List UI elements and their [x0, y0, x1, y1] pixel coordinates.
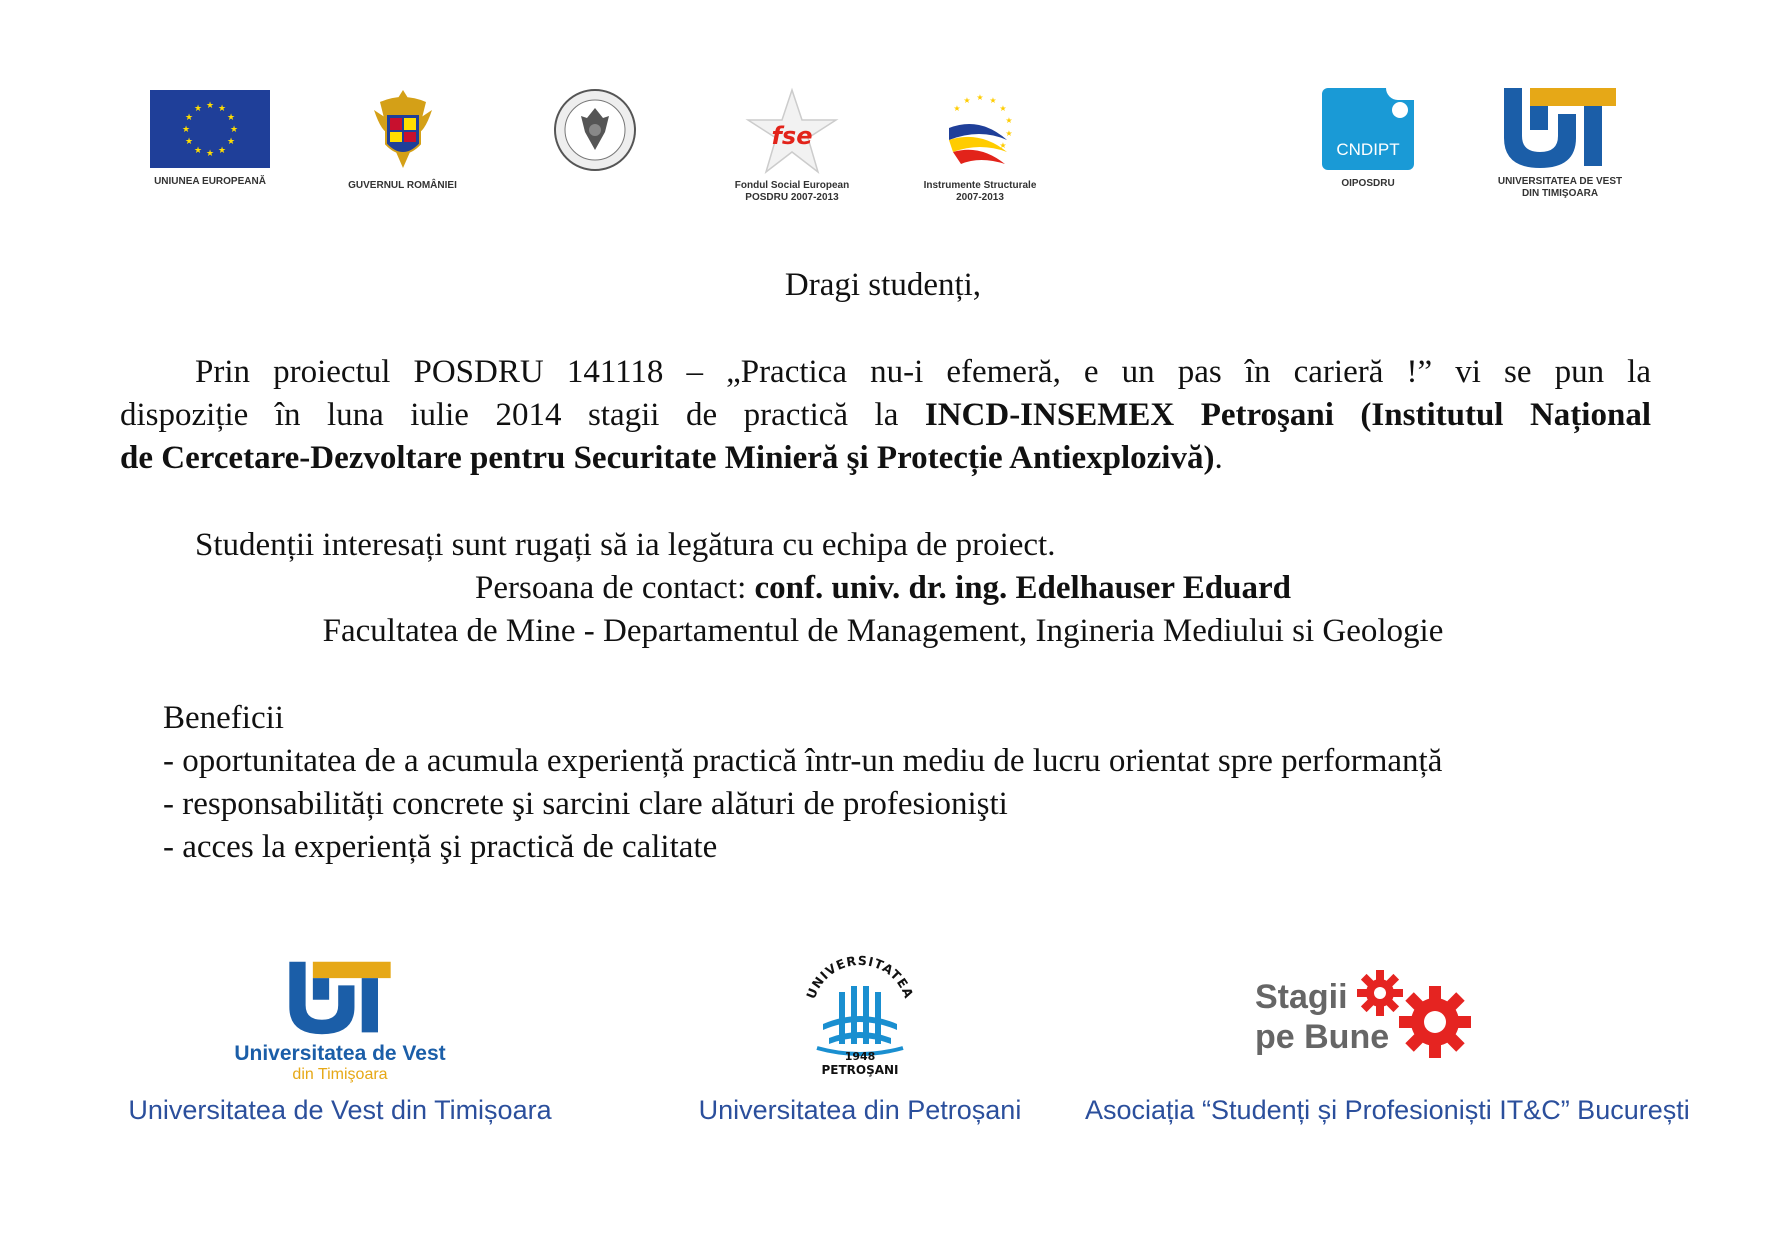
contact-label: Persoana de contact:: [475, 570, 755, 606]
eu-logo: [140, 90, 280, 188]
eu-caption: UNIUNEA EUROPEANĂ: [154, 176, 266, 187]
stagii-line-1: Stagii: [1255, 978, 1348, 1016]
uvt-footer-logo-line-2: din Timişoara: [292, 1066, 388, 1083]
svg-text:★: ★: [976, 93, 984, 102]
svg-text:UNIVERSITATEA: [803, 953, 917, 1001]
svg-text:★: ★: [1005, 116, 1013, 125]
benefits-title: Beneficii: [163, 700, 284, 736]
contact-line: [0, 567, 1766, 610]
svg-text:★: ★: [999, 141, 1007, 150]
svg-text:★: ★: [226, 113, 236, 123]
svg-text:★: ★: [217, 104, 227, 114]
svg-text:★: ★: [184, 137, 194, 147]
svg-text:★: ★: [963, 96, 971, 105]
para1-line1-text: Prin proiectul POSDRU 141118 – „Practica nu-i efemeră, e un pas în carieră !” vi se pun la: [195, 354, 1651, 390]
fse-logo-text: fse: [771, 122, 813, 150]
gov-logo: [335, 88, 470, 192]
cndipt-logo: [1318, 88, 1418, 190]
upet-year: 1948: [844, 1050, 876, 1063]
upet-city: PETROŞANI: [821, 1063, 899, 1077]
svg-text:★: ★: [217, 146, 227, 156]
ministry-seal-logo: [550, 88, 640, 172]
paragraph-1-line-1: [120, 351, 1651, 394]
svg-text:★: ★: [989, 96, 997, 105]
is-logo: [905, 88, 1055, 204]
uvt-footer-logo-line-1: Universitatea de Vest: [234, 1042, 446, 1065]
stagii-logo: [1255, 968, 1485, 1078]
para1-line2-plain: dispoziție în luna iulie 2014 stagii de practică la: [120, 397, 925, 433]
svg-text:★: ★: [226, 137, 236, 147]
is-caption-2: 2007-2013: [956, 192, 1004, 203]
svg-text:★: ★: [229, 125, 239, 135]
greeting: Dragi studenți,: [784, 267, 982, 303]
svg-text:★: ★: [953, 104, 961, 113]
fse-star-icon: [744, 86, 840, 178]
benefit-item: - responsabilități concrete şi sarcini clare alături de profesionişti: [163, 786, 1008, 822]
upet-emblem-icon: [795, 950, 925, 1080]
cndipt-caption: OIPOSDRU: [1341, 178, 1395, 189]
uvt-header-caption-2: DIN TIMIŞOARA: [1521, 188, 1599, 199]
para1-line2-bold: INCD-INSEMEX Petroşani (Institutul Național: [924, 397, 1651, 433]
uvt-footer-caption: Universitatea de Vest din Timișoara: [128, 1095, 552, 1125]
paragraph-1-line-2: [120, 394, 1651, 437]
svg-text:★: ★: [1005, 129, 1013, 138]
svg-text:★: ★: [193, 146, 203, 156]
gov-caption: GUVERNUL ROMÂNIEI: [348, 180, 457, 191]
para1-line3-bold: de Cercetare-Dezvoltare pentru Securitate Minieră şi Protecție Antiexplozivă): [120, 440, 1215, 476]
cndipt-badge-text: CNDIPT: [1336, 140, 1400, 159]
fse-logo: [712, 86, 872, 204]
uvt-monogram-icon: [1500, 86, 1620, 170]
upet-logo: [790, 950, 930, 1080]
fse-caption-1: Fondul Social European: [734, 180, 850, 191]
svg-text:★: ★: [205, 101, 215, 111]
contact-name: conf. univ. dr. ing. Edelhauser Eduard: [754, 570, 1291, 606]
eu-flag-icon: [150, 90, 270, 168]
uvt-footer-monogram-icon: [285, 960, 395, 1036]
uvt-header-caption-1: UNIVERSITATEA DE VEST: [1497, 176, 1623, 187]
benefit-item: - acces la experiență şi practică de calitate: [163, 829, 718, 865]
uvt-footer-logo: [230, 960, 450, 1084]
svg-text:★: ★: [193, 104, 203, 114]
stagii-line-2: pe Bune: [1255, 1018, 1390, 1056]
svg-text:★: ★: [184, 113, 194, 123]
ministry-seal-icon: [553, 88, 637, 172]
paragraph-2-line-1: Studenții interesați sunt rugați să ia legătura cu echipa de proiect.: [195, 527, 1056, 563]
paragraph-1-line-3: [120, 437, 1223, 480]
cndipt-badge: [1322, 88, 1414, 170]
upet-arc-text: UNIVERSITATEA: [803, 952, 917, 1001]
svg-text:★: ★: [205, 149, 215, 159]
structural-instruments-icon: [935, 88, 1025, 178]
fse-caption-2: POSDRU 2007-2013: [745, 192, 839, 203]
para1-line3-end: .: [1214, 440, 1223, 476]
gear-large-icon: [1395, 982, 1475, 1062]
stagii-footer-caption: Asociația “Studenți și Profesioniști IT&C” București: [1085, 1095, 1690, 1125]
svg-text:★: ★: [999, 104, 1007, 113]
upet-footer-caption: Universitatea din Petroșani: [698, 1095, 1022, 1125]
cndipt-corner-icon: [1386, 88, 1414, 100]
coat-of-arms-icon: [372, 88, 434, 170]
svg-text:★: ★: [181, 125, 191, 135]
department-line: Facultatea de Mine - Departamentul de Management, Ingineria Mediului si Geologie: [322, 613, 1444, 649]
is-caption-1: Instrumente Structurale: [923, 180, 1037, 191]
cndipt-dot-icon: [1392, 102, 1408, 118]
benefit-item: - oportunitatea de a acumula experiență practică într-un mediu de lucru orientat spre performanță: [163, 743, 1443, 779]
uvt-header-logo: [1480, 86, 1640, 200]
